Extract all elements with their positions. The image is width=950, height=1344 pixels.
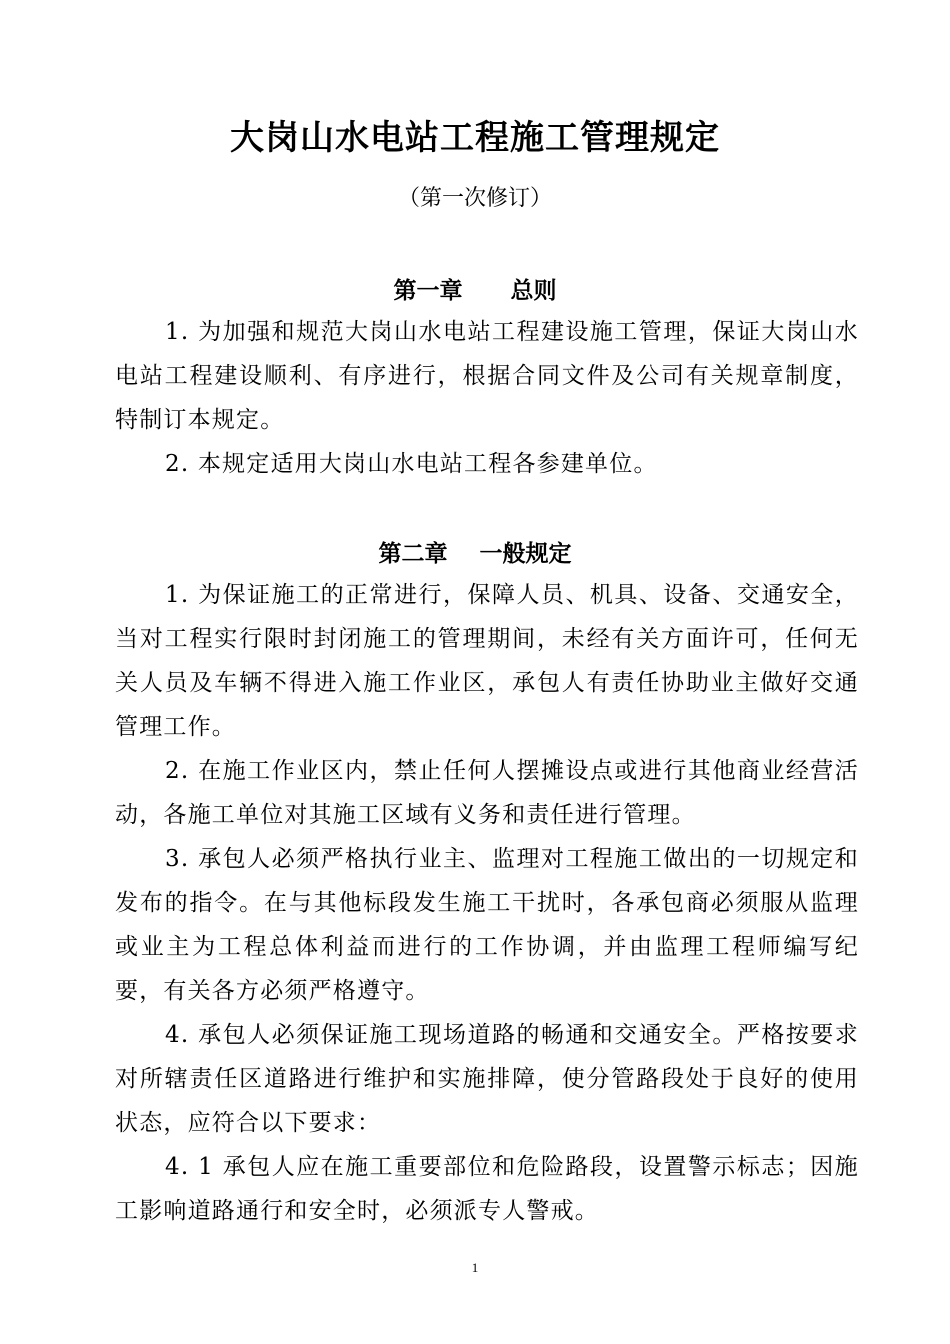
chapter-1-paragraph-2: 2. 本规定适用大岗山水电站工程各参建单位。 — [165, 451, 658, 477]
document-subtitle: （第一次修订） — [397, 186, 552, 211]
chapter-2-heading: 第二章 一般规定 — [378, 541, 572, 567]
chapter-2-paragraph-4: 4. 承包人必须保证施工现场道路的畅通和交通安全。严格按要求对所辖责任区道路进行维护和实施排障，使分管路段处于良好的使用状态，应符合以下要求： — [115, 1022, 859, 1136]
chapter-2-paragraph-4-1: 4. 1 承包人应在施工重要部位和危险路段，设置警示标志；因施工影响道路通行和安全时，必须派专人警戒。 — [115, 1154, 859, 1224]
chapter-1-heading: 第一章 总则 — [393, 278, 557, 304]
document-title: 大岗山水电站工程施工管理规定 — [230, 118, 720, 158]
chapter-2-paragraph-3: 3. 承包人必须严格执行业主、监理对工程施工做出的一切规定和发布的指令。在与其他标段发生施工干扰时，各承包商必须服从监理或业主为工程总体利益而进行的工作协调，并由监理工程师编写纪要，有关各方必须严格遵守。 — [115, 846, 859, 1004]
chapter-2-paragraph-2: 2. 在施工作业区内，禁止任何人摆摊设点或进行其他商业经营活动，各施工单位对其施工区域有义务和责任进行管理。 — [115, 758, 859, 828]
chapter-1-paragraph-1: 1. 为加强和规范大岗山水电站工程建设施工管理，保证大岗山水电站工程建设顺利、有序进行，根据合同文件及公司有关规章制度，特制订本规定。 — [115, 319, 859, 433]
page-number: 1 — [471, 1260, 479, 1275]
chapter-2-paragraph-1: 1. 为保证施工的正常进行，保障人员、机具、设备、交通安全，当对工程实行限时封闭施工的管理期间，未经有关方面许可，任何无关人员及车辆不得进入施工作业区，承包人有责任协助业主做好交通管理工作。 — [115, 582, 859, 740]
